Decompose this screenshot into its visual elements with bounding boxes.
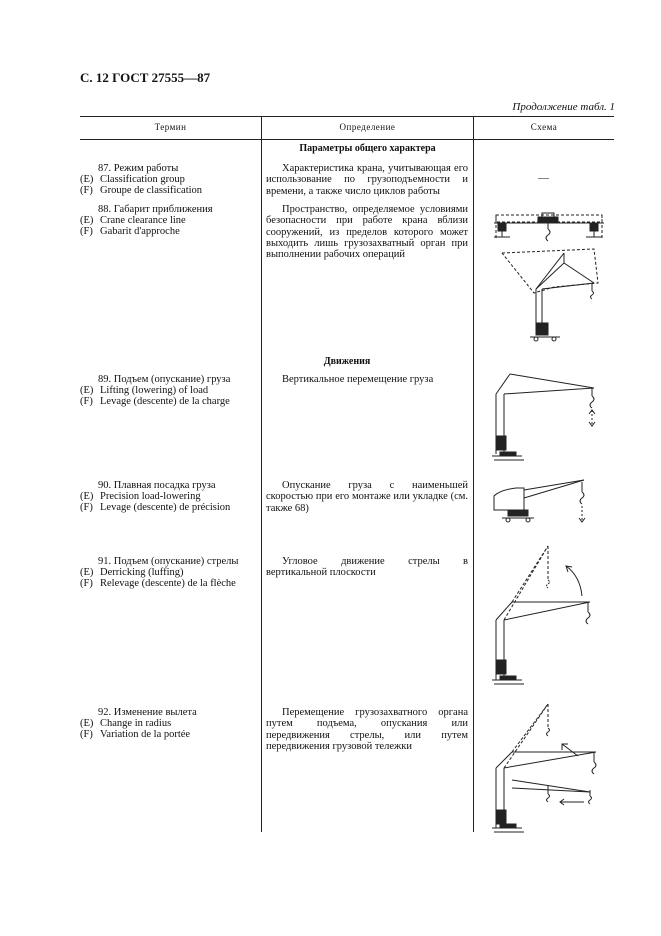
- definition-91: [266, 556, 468, 579]
- term-ru: Режим работы: [113, 163, 179, 174]
- term-f-line: [80, 578, 260, 589]
- definition-text: Пространство, определяемое условиями безопасности при работе крана вблизи сооружений, из пределов которого может выходить лишь грузозахватный орган при выполнении рабочих операций: [266, 204, 468, 261]
- term-number: 89.: [98, 374, 112, 385]
- definition-text: Характеристика крана, учитывающая его использование по грузоподъемности и времени, а также число циклов работы: [266, 163, 468, 197]
- term-ru: Габарит приближения: [113, 204, 213, 215]
- term-ru-line: [80, 374, 260, 385]
- term-ru-line: [80, 556, 260, 567]
- definition-92: [266, 707, 468, 752]
- lang-tag-f: (F): [80, 502, 93, 513]
- term-f-line: [80, 226, 260, 237]
- term-ru: Изменение вылета: [113, 707, 197, 718]
- term-fr: Groupe de classification: [100, 185, 203, 196]
- lang-tag-e: (E): [80, 174, 94, 185]
- definition-text: Вертикальное перемещение груза: [282, 374, 434, 385]
- scheme-change-in-radius: [490, 698, 610, 838]
- term-ru: Подъем (опускание) груза: [113, 374, 231, 385]
- lang-tag-f: (F): [80, 396, 93, 407]
- lang-tag-e: (E): [80, 215, 94, 226]
- term-number: 90.: [98, 480, 112, 491]
- term-e-line: [80, 491, 260, 502]
- column-divider-1: [261, 116, 262, 832]
- term-f-line: [80, 502, 260, 513]
- term-ru-line: [80, 163, 260, 174]
- term-en: Precision load-lowering: [100, 491, 201, 502]
- definition-89: [266, 374, 468, 385]
- term-entry-88: [80, 204, 260, 237]
- section-title-motions: Движения: [323, 356, 371, 367]
- column-header-scheme: Схема: [530, 122, 558, 132]
- term-number: 91.: [98, 556, 112, 567]
- definition-text: Перемещение грузозахватного органа путем подъема, опускания или передвижения стрелы, или путем передвижения грузовой тележки: [266, 707, 468, 752]
- term-ru-line: [80, 204, 260, 215]
- term-ru: Подъем (опускание) стрелы: [113, 556, 239, 567]
- term-entry-91: [80, 556, 260, 589]
- term-number: 88.: [98, 204, 112, 215]
- column-header-terms: Термин: [154, 122, 187, 132]
- term-en: Derricking (luffing): [100, 567, 184, 578]
- term-en: Classification group: [100, 174, 185, 185]
- term-fr: Levage (descente) de la charge: [100, 396, 230, 407]
- definition-87: [266, 163, 468, 197]
- term-e-line: [80, 385, 260, 396]
- definition-text: Опускание груза с наименьшей скоростью при его монтаже или укладке (см. также 68): [266, 480, 468, 514]
- scheme-precision-lowering: [490, 474, 610, 534]
- scheme-tower-crane-clearance: [494, 243, 606, 343]
- term-en: Change in radius: [100, 718, 172, 729]
- term-f-line: [80, 396, 260, 407]
- table-continuation-note: Продолжение табл. 1: [512, 101, 615, 113]
- term-entry-87: [80, 163, 260, 196]
- term-fr: Gabarit d'approche: [100, 226, 180, 237]
- term-fr: Relevage (descente) de la flèche: [100, 578, 236, 589]
- lang-tag-e: (E): [80, 567, 94, 578]
- term-e-line: [80, 567, 260, 578]
- table-top-rule: [80, 116, 614, 117]
- lang-tag-f: (F): [80, 729, 93, 740]
- definition-90: [266, 480, 468, 514]
- lang-tag-f: (F): [80, 578, 93, 589]
- lang-tag-f: (F): [80, 185, 93, 196]
- term-number: 92.: [98, 707, 112, 718]
- definition-88: [266, 204, 468, 260]
- column-header-definition: Определение: [339, 122, 396, 132]
- term-e-line: [80, 215, 260, 226]
- term-e-line: [80, 174, 260, 185]
- term-en: Lifting (lowering) of load: [100, 385, 209, 396]
- term-entry-92: [80, 707, 260, 740]
- term-number: 87.: [98, 163, 112, 174]
- scheme-lifting-load: [490, 366, 610, 466]
- term-entry-90: [80, 480, 260, 513]
- term-f-line: [80, 185, 260, 196]
- term-ru: Плавная посадка груза: [113, 480, 216, 491]
- table-header-rule: [80, 139, 614, 140]
- term-fr: Variation de la portée: [100, 729, 191, 740]
- definition-text: Угловое движение стрелы в вертикальной плоскости: [266, 556, 468, 579]
- scheme-derricking: [490, 540, 610, 690]
- term-f-line: [80, 729, 260, 740]
- term-ru-line: [80, 707, 260, 718]
- lang-tag-e: (E): [80, 718, 94, 729]
- term-ru-line: [80, 480, 260, 491]
- term-fr: Levage (descente) de précision: [100, 502, 231, 513]
- lang-tag-e: (E): [80, 491, 94, 502]
- scheme-empty-dash: —: [538, 172, 549, 184]
- lang-tag-f: (F): [80, 226, 93, 237]
- lang-tag-e: (E): [80, 385, 94, 396]
- page-header: С. 12 ГОСТ 27555—87: [80, 70, 211, 85]
- section-title-general: Параметры общего характера: [299, 143, 436, 154]
- term-entry-89: [80, 374, 260, 407]
- column-divider-2: [473, 116, 474, 832]
- term-en: Crane clearance line: [100, 215, 186, 226]
- term-e-line: [80, 718, 260, 729]
